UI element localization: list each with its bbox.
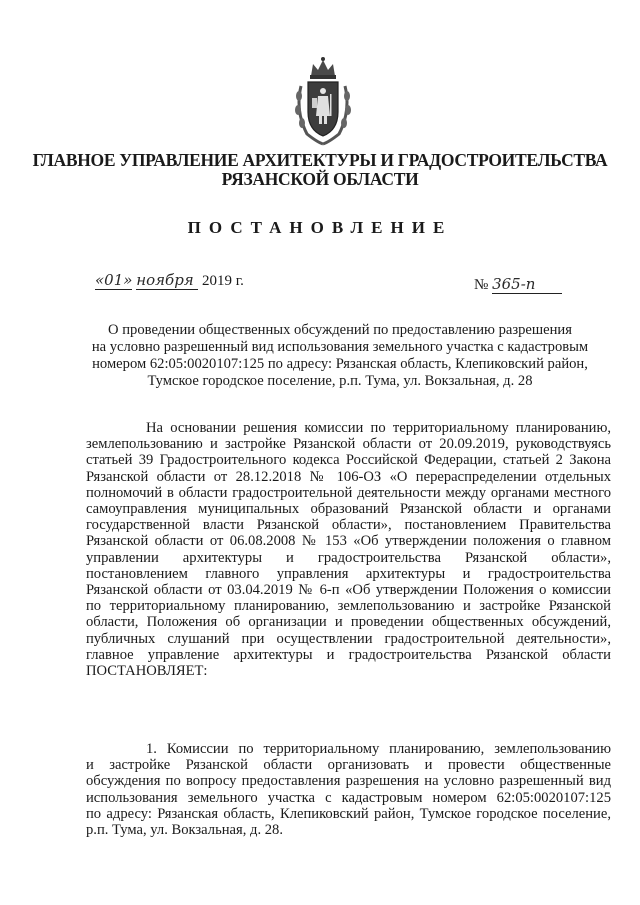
text-line: землепользованию и застройке Рязанской области от 20.09.2019, руководствуясь (86, 436, 611, 453)
header-line-1: ГЛАВНОЕ УПРАВЛЕНИЕ АРХИТЕКТУРЫ И ГРАДОСТРОИТЕЛЬСТВА (32, 150, 608, 170)
text-line-decree: ПОСТАНОВЛЯЕТ: (86, 663, 208, 680)
text-line: 1. Комиссии по территориальному планированию, землепользованию (146, 741, 611, 757)
number-label: № (474, 277, 489, 293)
coat-of-arms-emblem (293, 56, 353, 146)
text-line: р.п. Тума, ул. Вокзальная, д. 28. (86, 822, 283, 839)
text-line: обсуждения по вопросу предоставления разрешения на условно разрешенный вид (86, 773, 611, 790)
text-line: Рязанской области от 06.08.2008 № 153 «Об утверждении положения о главном (86, 533, 611, 550)
text-line: постановлением главного управления архитектуры и градостроительства (86, 565, 611, 582)
text-line: полномочий в области градостроительной деятельности между органами местного (86, 484, 611, 501)
text-line: Рязанской области от 03.04.2019 № 6-п «Об утверждении Положения о комиссии (86, 582, 611, 599)
text-line: области, Положения об организации и проведении общественных обсуждений, (86, 614, 611, 631)
subject-block (70, 322, 610, 390)
text-line: Рязанской области от 28.12.2018 № 106-ОЗ «О перераспределении отдельных (86, 468, 611, 485)
subject-line: О проведении общественных обсуждений по предоставлению разрешения (108, 322, 572, 338)
text-line: публичных слушаний при осуществлении градостроительной деятельности», (86, 630, 611, 647)
paragraph-item-1 (86, 741, 611, 838)
subject-line: на условно разрешенный вид использования земельного участка с кадастровым (91, 339, 589, 355)
document-date (95, 271, 244, 290)
date-month: ноября (136, 271, 198, 290)
number-value: 365-п (492, 275, 562, 294)
document-title: ПОСТАНОВЛЕНИЕ (187, 218, 453, 237)
document-number (474, 275, 562, 294)
date-year: 2019 г. (201, 273, 244, 289)
text-line: статьей 39 Градостроительного кодекса Российской Федерации, статьей 2 Закона (86, 452, 611, 469)
header-line-2: РЯЗАНСКОЙ ОБЛАСТИ (221, 169, 419, 189)
text-line: по адресу: Рязанская область, Клепиковский район, Тумское городское поселение, (86, 805, 611, 822)
text-line: самоуправления муниципальных образований Рязанской области и органами (86, 501, 611, 518)
subject-line: номером 62:05:0020107:125 по адресу: Рязанская область, Клепиковский район, (92, 356, 588, 372)
paragraph-basis (86, 420, 611, 679)
text-line: государственной власти Рязанской области», постановлением Правительства (86, 517, 611, 534)
date-day: «01» (95, 271, 133, 289)
text-line: использования земельного участка с кадастровым номером 62:05:0020107:125 (86, 789, 611, 806)
subject-line: Тумское городское поселение, р.п. Тума, ул. Вокзальная, д. 28 (147, 373, 533, 389)
text-line: управлении архитектуры и градостроительства Рязанской области», (86, 549, 611, 566)
text-line: по территориальному планированию, землепользованию и застройке Рязанской (86, 598, 611, 615)
text-line: и застройке Рязанской области организовать и провести общественные (86, 757, 611, 774)
text-line: На основании решения комиссии по территориальному планированию, (146, 420, 611, 436)
text-line: главное управление архитектуры и градостроительства Рязанской области (86, 646, 611, 663)
